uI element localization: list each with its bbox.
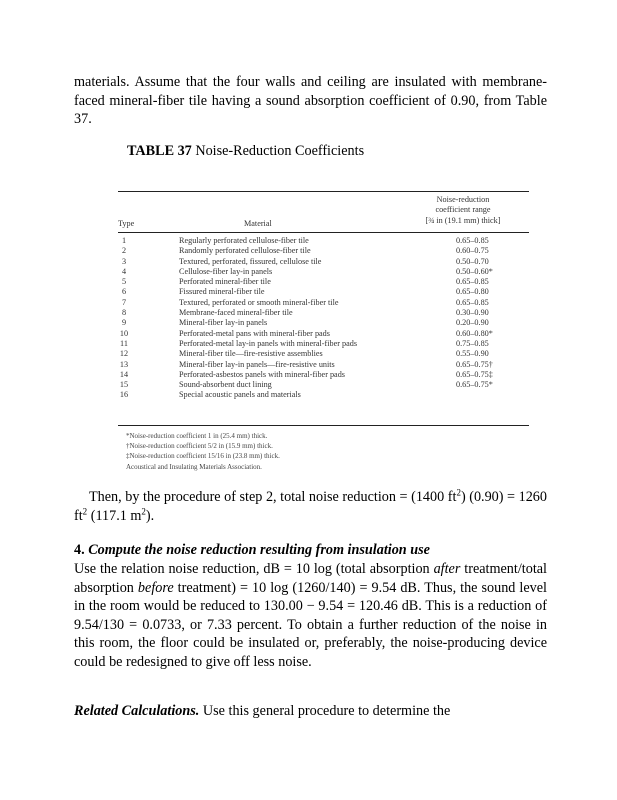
table-row <box>118 267 529 277</box>
table-row <box>118 380 529 390</box>
step2-sup2: 2 <box>82 505 88 516</box>
header-nr-line2: coefficient range <box>435 205 491 215</box>
step2-sup1: 2 <box>456 487 461 498</box>
row-range: 0.65–0.75‡ <box>456 369 493 379</box>
related-paragraph <box>74 702 547 721</box>
step4-text-2: treatment/total absorption <box>74 561 548 596</box>
row-range: 0.65–0.85 <box>456 236 489 245</box>
row-type: 11 <box>120 338 128 348</box>
row-material: Mineral-fiber lay-in panels—fire-resistive units <box>179 359 335 369</box>
step2-text-d: ). <box>145 507 155 524</box>
table-row <box>118 349 529 359</box>
step4-before: before <box>137 579 174 596</box>
table-footnote: ‡Noise-reduction coefficient 15/16 in (23.8 mm) thick. <box>126 452 280 461</box>
row-material: Perforated-metal pans with mineral-fiber pads <box>179 328 330 338</box>
step2-sup3: 2 <box>141 505 146 516</box>
row-type: 13 <box>119 359 129 369</box>
table-number: TABLE 37 <box>127 143 192 159</box>
related-label: Related Calculations. <box>74 703 200 719</box>
step2-text-a: Then, by the procedure of step 2, total noise reduction = (1400 ft <box>89 489 457 505</box>
row-material: Fissured mineral-fiber tile <box>179 287 265 297</box>
row-material: Textured, perforated or smooth mineral-fiber tile <box>179 297 339 307</box>
row-type: 10 <box>119 328 129 338</box>
row-range <box>436 390 529 400</box>
row-material: Perforated-metal lay-in panels with mineral-fiber pads <box>179 338 358 348</box>
table-footnote: Acoustical and Insulating Materials Association. <box>126 462 262 471</box>
table-row <box>118 287 529 297</box>
step2-text-b: ) (0.90) = 1260 ft <box>74 489 547 524</box>
row-range: 0.60–0.75 <box>456 246 489 256</box>
row-range: 0.30–0.90 <box>456 308 489 318</box>
row-range: 0.55–0.90 <box>456 349 489 359</box>
step4-text-1: Use the relation noise reduction, dB = 10 log (total absorption <box>74 561 434 577</box>
row-range: 0.60–0.80* <box>456 328 493 338</box>
row-type: 3 <box>121 256 127 266</box>
row-material: Special acoustic panels and materials <box>179 390 301 400</box>
row-range: 0.65–0.80 <box>456 287 489 297</box>
table-title: Noise-Reduction Coefficients <box>195 143 365 159</box>
row-type: 15 <box>119 380 129 390</box>
table-header-rule <box>118 232 529 233</box>
step4-heading <box>74 541 547 560</box>
row-type: 5 <box>121 277 127 287</box>
row-material: Randomly perforated cellulose-fiber tile <box>179 246 311 256</box>
intro-paragraph <box>74 73 547 129</box>
row-material: Textured, perforated, fissured, cellulose tile <box>179 256 322 266</box>
table-row <box>118 257 529 267</box>
row-type: 1 <box>121 236 127 245</box>
table-caption <box>127 143 364 160</box>
table-footnotes <box>126 431 280 472</box>
header-nr-line3: [¾ in (19.1 mm) thick] <box>425 215 501 225</box>
table-row <box>118 390 529 400</box>
table-row <box>118 298 529 308</box>
step2-text-c: (117.1 m <box>87 507 142 524</box>
row-material: Membrane-faced mineral-fiber tile <box>179 308 293 318</box>
step4-number: 4. <box>74 542 85 558</box>
table-row <box>118 329 529 339</box>
row-material: Sound-absorbent duct lining <box>179 380 272 390</box>
row-material: Perforated-asbestos panels with mineral-fiber pads <box>179 369 345 379</box>
table-row <box>118 308 529 318</box>
header-material: Material <box>244 219 272 228</box>
row-material: Mineral-fiber tile—fire-resistive assemblies <box>179 349 323 359</box>
table-row <box>118 246 529 256</box>
table-row <box>118 318 529 328</box>
header-type: Type <box>118 219 135 228</box>
step4-title: Compute the noise reduction resulting from insulation use <box>88 542 430 558</box>
table-top-rule <box>118 191 529 192</box>
row-type: 2 <box>121 246 127 256</box>
intro-text: materials. Assume that the four walls and ceiling are insulated with membrane-faced mineral-fiber tile having a sound absorption coefficient of 0.90, from Table 37. <box>74 74 547 128</box>
table-footnote: †Noise-reduction coefficient 5/2 in (15.9 mm) thick. <box>126 442 273 451</box>
row-type: 9 <box>121 318 127 328</box>
row-type: 14 <box>119 369 129 379</box>
header-nr-line1: Noise-reduction <box>436 195 490 204</box>
table-body <box>118 236 529 401</box>
table-footnote: *Noise-reduction coefficient 1 in (25.4 mm) thick. <box>126 432 268 440</box>
row-material: Cellulose-fiber lay-in panels <box>179 266 273 276</box>
row-material: Mineral-fiber lay-in panels <box>179 318 268 328</box>
row-range: 0.50–0.60* <box>456 266 493 276</box>
table-row <box>118 360 529 370</box>
row-range: 0.20–0.90 <box>456 318 489 328</box>
row-type: 8 <box>121 308 127 318</box>
row-material: Regularly perforated cellulose-fiber tile <box>179 236 309 245</box>
row-type: 16 <box>119 390 129 400</box>
table-row <box>118 339 529 349</box>
step4-text-3: treatment) = 10 log (1260/140) = 9.54 dB. Thus, the sound level in the room would be reduced to 130.00 − 9.54 = 120.46 dB. This is a reduction of 9.54/130 = 0.0733, or 7.33 percent. To obtain a further reduction of the noise in this room, the floor could be insulated or, preferably, the noise-producing device could be redesigned to give off less noise. <box>74 579 547 670</box>
step4-after: after <box>433 561 461 577</box>
table-row <box>118 277 529 287</box>
row-type: 6 <box>121 287 127 297</box>
row-range: 0.65–0.75* <box>456 380 493 390</box>
header-noise-reduction <box>398 195 528 226</box>
row-range: 0.65–0.85 <box>456 297 489 307</box>
table-row <box>118 236 529 246</box>
row-type: 12 <box>119 349 129 359</box>
step4-paragraph <box>74 560 547 672</box>
step2-paragraph <box>74 488 547 525</box>
row-type: 4 <box>121 266 127 276</box>
row-material: Perforated mineral-fiber tile <box>179 277 271 287</box>
row-range: 0.65–0.75† <box>456 359 493 369</box>
table-bottom-rule <box>118 425 529 426</box>
row-range: 0.50–0.70 <box>456 256 489 266</box>
related-text: Use this general procedure to determine the <box>199 703 451 719</box>
row-type: 7 <box>121 297 127 307</box>
row-range: 0.75–0.85 <box>456 338 489 348</box>
table-row <box>118 370 529 380</box>
row-range: 0.65–0.85 <box>456 277 489 287</box>
noise-reduction-table <box>118 188 529 473</box>
